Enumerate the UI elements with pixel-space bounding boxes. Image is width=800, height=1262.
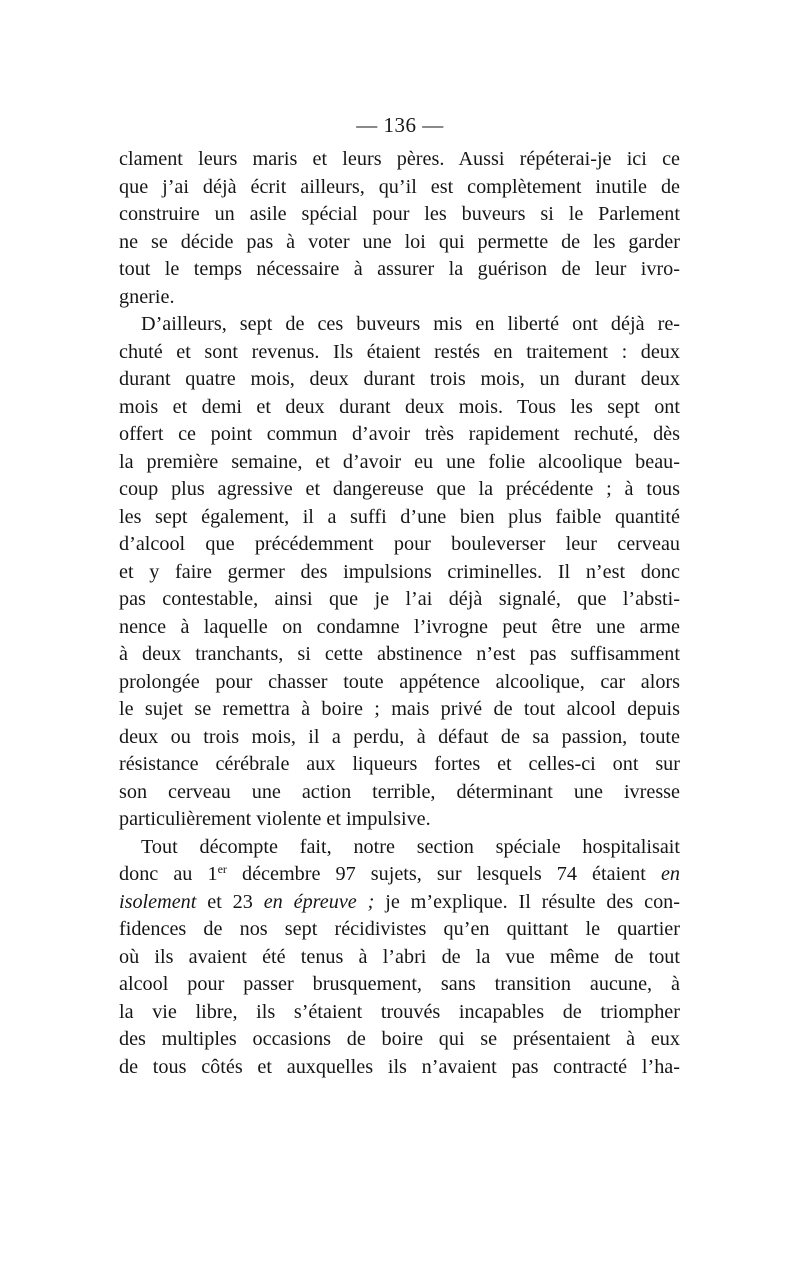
text-line: la première semaine, et d’avoir eu une folie alcoolique beau- (119, 450, 680, 473)
text-line: à deux tranchants, si cette abstinence n’est pas suffisamment (119, 643, 680, 665)
text-line: gnerie. (119, 285, 175, 308)
text-line: fidences de nos sept récidivistes qu’en quittant le quartier (119, 918, 680, 940)
text-line: résistance cérébrale aux liqueurs fortes et celles-ci ont sur (119, 753, 680, 775)
body-text (119, 146, 680, 1081)
paragraph-2 (119, 311, 680, 834)
text-line: des multiples occasions de boire qui se présentaient à eux (119, 1028, 680, 1050)
text-line: offert ce point commun d’avoir très rapidement rechuté, dès (119, 423, 680, 445)
text-line: son cerveau une action terrible, déterminant une ivresse (119, 780, 680, 803)
text-line: clament leurs maris et leurs pères. Aussi répéterai-je ici ce (119, 148, 680, 170)
text-line (119, 834, 680, 862)
text-line: durant quatre mois, deux durant trois mois, un durant deux (119, 368, 680, 390)
italic-text: en (660, 863, 680, 885)
text-line: tout le temps nécessaire à assurer la guérison de leur ivro- (119, 258, 680, 280)
text-line (119, 889, 680, 917)
page-number: — 136 — (356, 113, 444, 137)
text-run: donc au 1 (119, 863, 218, 885)
text-line: nence à laquelle on condamne l’ivrogne peut être une arme (119, 615, 680, 638)
italic-text: en épreuve ; (263, 890, 375, 913)
italic-text: isolement (119, 890, 197, 913)
text-line: le sujet se remettra à boire ; mais privé de tout alcool depuis (119, 698, 680, 720)
text-line: construire un asile spécial pour les buveurs si le Parlement (119, 203, 680, 225)
text-line: où ils avaient été tenus à l’abri de la vue même de tout (119, 945, 680, 968)
text-line: prolongée pour chasser toute appétence alcoolique, car alors (119, 670, 680, 693)
text-line: les sept également, il a suffi d’une bien plus faible quantité (119, 505, 680, 528)
text-line: que j’ai déjà écrit ailleurs, qu’il est complètement inutile de (119, 175, 680, 198)
text-line: D’ailleurs, sept de ces buveurs mis en liberté ont déjà re- (141, 313, 680, 335)
superscript: er (217, 862, 227, 876)
text-run: décembre 97 sujets, sur lesquels 74 étaient (226, 863, 661, 885)
text-line: alcool pour passer brusquement, sans transition aucune, à (119, 973, 680, 995)
text-line: pas contestable, ainsi que je l’ai déjà signalé, que l’absti- (119, 588, 680, 610)
text-line: chuté et sont revenus. Ils étaient restés en traitement : deux (119, 340, 680, 363)
text-run: je m’explique. Il résulte des con- (374, 890, 680, 913)
text-line: de tous côtés et auxquelles ils n’avaient pas contracté l’ha- (119, 1055, 680, 1078)
text-run: et 23 (196, 890, 264, 913)
text-run: Tout décompte fait, notre section spéciale hospitalisait (141, 835, 680, 858)
text-line: d’alcool que précédemment pour bouleverser leur cerveau (119, 533, 680, 555)
text-line (119, 861, 680, 889)
text-line: coup plus agressive et dangereuse que la précédente ; à tous (119, 478, 680, 500)
text-line: deux ou trois mois, il a perdu, à défaut de sa passion, toute (119, 725, 680, 748)
text-line: et y faire germer des impulsions criminelles. Il n’est donc (119, 560, 680, 583)
text-line: ne se décide pas à voter une loi qui permette de les garder (119, 230, 680, 253)
text-line: mois et demi et deux durant deux mois. Tous les sept ont (119, 395, 680, 418)
text-line: la vie libre, ils s’étaient trouvés incapables de triompher (119, 1000, 680, 1023)
paragraph-1 (119, 146, 680, 311)
text-line: particulièrement violente et impulsive. (119, 808, 431, 830)
paragraph-3 (119, 834, 680, 1082)
